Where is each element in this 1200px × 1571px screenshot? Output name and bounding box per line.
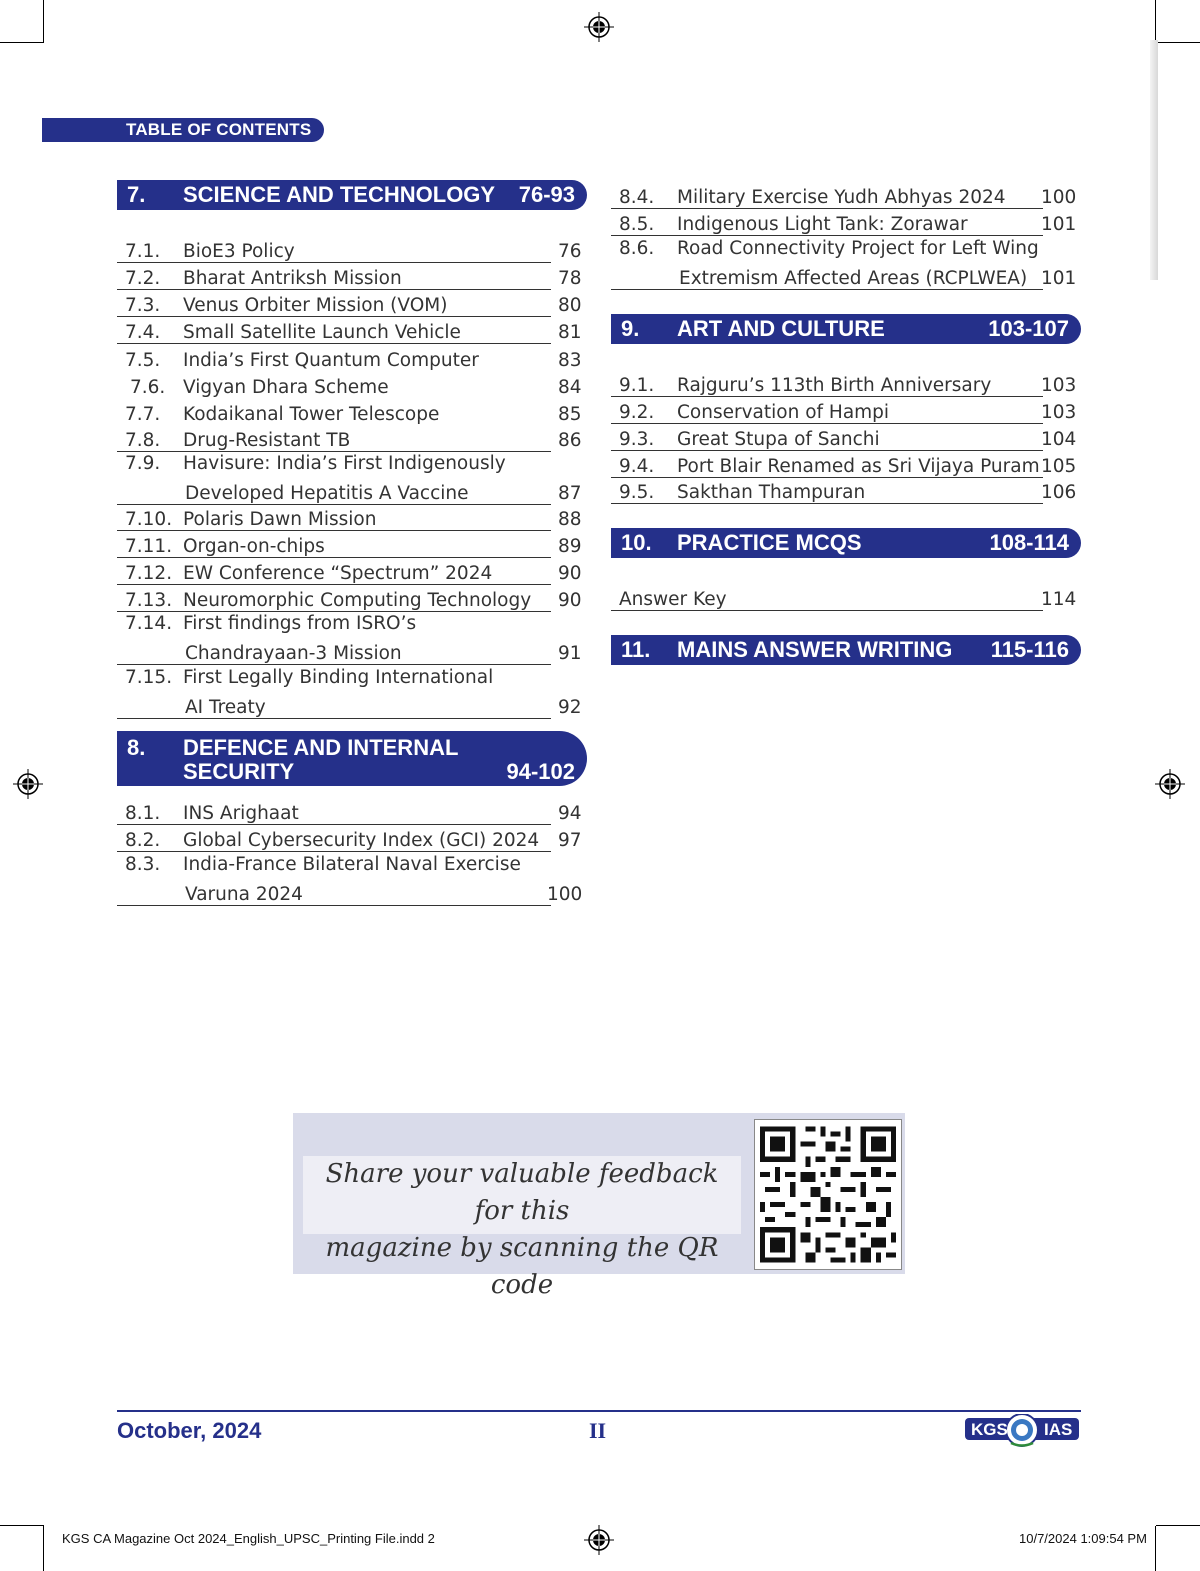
toc-entry[interactable] [117, 344, 582, 371]
entry-title: Venus Orbiter Mission (VOM) [183, 295, 448, 316]
toc-entry[interactable] [117, 398, 582, 425]
entry-title-line2: Varuna 2024 [185, 884, 303, 905]
entry-number: 7.11. [125, 536, 173, 557]
section-header-9[interactable] [611, 314, 1081, 344]
entry-number: 7.10. [125, 509, 173, 530]
entry-number: 7.13. [125, 590, 173, 611]
entry-title: Sakthan Thampuran [677, 482, 866, 503]
entry-page: 100 [547, 884, 583, 905]
entry-number: 9.1. [619, 375, 655, 396]
section-pages: 108-114 [989, 530, 1069, 555]
toc-entry[interactable] [611, 209, 1077, 236]
toc-entry[interactable] [117, 236, 582, 263]
entry-page: 103 [1041, 375, 1077, 396]
toc-entry[interactable] [611, 477, 1077, 504]
crop-mark [1155, 1526, 1156, 1571]
entry-title: Drug-Resistant TB [183, 430, 351, 451]
entry-title: Polaris Dawn Mission [183, 509, 377, 530]
entry-page: 101 [1041, 214, 1077, 235]
entry-page: 90 [558, 563, 582, 584]
section-title: MAINS ANSWER WRITING [677, 637, 953, 662]
entry-page: 105 [1041, 456, 1077, 477]
entry-title-line1: First Legally Binding International [183, 667, 494, 688]
entry-title: Neuromorphic Computing Technology [183, 590, 532, 611]
registration-mark-icon [1155, 769, 1185, 799]
toc-entry[interactable] [117, 531, 582, 558]
entry-number: 9.2. [619, 402, 655, 423]
entry-title-line2: AI Treaty [185, 697, 266, 718]
entry-number: 7.15. [125, 667, 173, 688]
entry-number: 8.5. [619, 214, 655, 235]
section-number: 10. [621, 530, 652, 555]
toc-entry[interactable] [611, 236, 1077, 290]
section-pages: 103-107 [988, 316, 1069, 341]
entry-number: 8.4. [619, 187, 655, 208]
entry-page: 76 [558, 241, 582, 262]
entry-number: 7.3. [125, 295, 161, 316]
entry-page: 100 [1041, 187, 1077, 208]
toc-entry[interactable] [611, 451, 1077, 478]
entry-title: Bharat Antriksh Mission [183, 268, 402, 289]
file-slug: KGS CA Magazine Oct 2024_English_UPSC_Printing File.indd 2 [62, 1531, 435, 1546]
entry-number: 7.8. [125, 430, 161, 451]
issue-date: October, 2024 [117, 1418, 262, 1443]
feedback-line2: magazine by scanning the QR code [325, 1233, 719, 1300]
toc-entry[interactable] [117, 425, 582, 452]
entry-page: 114 [1041, 589, 1077, 610]
section-title-line2: SECURITY [183, 759, 295, 784]
entry-number: 7.7. [125, 404, 161, 425]
section-header-8[interactable] [117, 731, 587, 786]
entry-title: BioE3 Policy [183, 241, 295, 262]
entry-page: 85 [558, 404, 582, 425]
entry-title: India’s First Quantum Computer [183, 350, 479, 371]
section-number: 8. [127, 735, 146, 760]
entry-title-line2: Chandrayaan-3 Mission [185, 643, 402, 664]
page-number: II [589, 1418, 607, 1443]
toc-entry[interactable] [117, 852, 583, 906]
entry-page: 103 [1041, 402, 1077, 423]
crop-mark [1155, 0, 1156, 42]
entry-title: Conservation of Hampi [677, 402, 890, 423]
section-pages: 115-116 [990, 637, 1069, 662]
section-title-line1: DEFENCE AND INTERNAL [183, 735, 459, 760]
entry-page: 84 [558, 377, 582, 398]
entry-title: Kodaikanal Tower Telescope [183, 404, 440, 425]
registration-mark-icon [584, 1525, 614, 1555]
entry-page: 88 [558, 509, 582, 530]
toc-entry[interactable] [117, 558, 582, 585]
crop-mark [43, 0, 44, 42]
entry-number: 8.6. [619, 238, 655, 259]
section-header-11[interactable] [611, 635, 1081, 665]
entry-title: Indigenous Light Tank: Zorawar [677, 214, 968, 235]
entry-number: 8.1. [125, 803, 161, 824]
entry-page: 104 [1041, 429, 1077, 450]
toc-entry[interactable] [117, 451, 582, 505]
toc-header-tab: TABLE OF CONTENTS [42, 118, 324, 142]
entry-page: 83 [558, 350, 582, 371]
toc-entry-answer-key[interactable] [611, 584, 1077, 611]
entry-number: 7.2. [125, 268, 161, 289]
crop-mark [0, 42, 44, 43]
entry-title: EW Conference “Spectrum” 2024 [183, 563, 493, 584]
entry-number: 9.3. [619, 429, 655, 450]
entry-page: 87 [558, 483, 582, 504]
entry-number: 8.3. [125, 854, 161, 875]
entry-number: 7.9. [125, 453, 161, 474]
entry-number: 7.6. [130, 377, 166, 398]
entry-page: 89 [558, 536, 582, 557]
section-pages: 76-93 [518, 182, 575, 207]
qr-code-icon[interactable] [754, 1119, 902, 1270]
crop-mark [43, 1526, 44, 1571]
toc-entry[interactable] [117, 504, 582, 531]
toc-entry[interactable] [117, 798, 582, 825]
entry-page: 97 [558, 830, 582, 851]
entry-page: 106 [1041, 482, 1077, 503]
entry-number: 8.2. [125, 830, 161, 851]
footer-divider [117, 1410, 1081, 1412]
entry-title: Small Satellite Launch Vehicle [183, 322, 461, 343]
feedback-banner [293, 1113, 905, 1300]
entry-title: Military Exercise Yudh Abhyas 2024 [677, 187, 1006, 208]
entry-page: 81 [558, 322, 582, 343]
toc-entry[interactable] [117, 611, 582, 665]
section-title: PRACTICE MCQS [677, 530, 862, 555]
entry-title-line1: Havisure: India’s First Indigenously [183, 453, 506, 474]
entry-title: Global Cybersecurity Index (GCI) 2024 [183, 830, 540, 851]
entry-title: Rajguru’s 113th Birth Anniversary [677, 375, 992, 396]
entry-title-line1: India-France Bilateral Naval Exercise [183, 854, 521, 875]
entry-number: 7.1. [125, 241, 161, 262]
entry-page: 92 [558, 697, 582, 718]
toc-entry[interactable] [117, 585, 582, 612]
logo-kgs-text: KGS [971, 1420, 1008, 1439]
toc-entry[interactable] [611, 424, 1077, 451]
entry-page: 94 [558, 803, 582, 824]
entry-number: 7.4. [125, 322, 161, 343]
section-number: 7. [127, 182, 146, 207]
toc-entry[interactable] [117, 290, 582, 317]
section-number: 9. [621, 316, 640, 341]
entry-number: 7.12. [125, 563, 173, 584]
entry-page: 90 [558, 590, 582, 611]
entry-page: 101 [1041, 268, 1077, 289]
entry-title-line1: Road Connectivity Project for Left Wing [677, 238, 1039, 259]
registration-mark-icon [584, 12, 614, 42]
entry-page: 78 [558, 268, 582, 289]
entry-number: 9.4. [619, 456, 655, 477]
entry-title: Vigyan Dhara Scheme [183, 377, 389, 398]
entry-title: Port Blair Renamed as Sri Vijaya Puram [677, 456, 1040, 477]
entry-page: 80 [558, 295, 582, 316]
entry-title: INS Arighaat [183, 803, 299, 824]
toc-entry[interactable] [611, 182, 1077, 209]
entry-page: 91 [558, 643, 582, 664]
entry-title: Organ-on-chips [183, 536, 325, 557]
crop-mark [1156, 42, 1200, 43]
toc-entry[interactable] [611, 370, 1077, 397]
kgs-ias-logo [964, 1414, 1080, 1448]
print-datetime: 10/7/2024 1:09:54 PM [1019, 1531, 1147, 1546]
registration-mark-icon [13, 769, 43, 799]
section-title: SCIENCE AND TECHNOLOGY [183, 182, 496, 207]
section-number: 11. [621, 637, 651, 662]
feedback-line1: Share your valuable feedback for this [325, 1159, 719, 1226]
entry-title: Answer Key [619, 589, 727, 610]
toc-entry[interactable] [117, 317, 582, 344]
entry-page: 86 [558, 430, 582, 451]
page-edge-shadow [1150, 40, 1158, 280]
toc-entry[interactable] [117, 825, 582, 852]
section-pages: 94-102 [506, 759, 575, 784]
toc-entry[interactable] [117, 263, 582, 290]
entry-title-line2: Extremism Affected Areas (RCPLWEA) [679, 268, 1028, 289]
crop-mark [1156, 1525, 1200, 1526]
feedback-text [303, 1156, 741, 1300]
entry-number: 9.5. [619, 482, 655, 503]
entry-title-line1: First findings from ISRO’s [183, 613, 417, 634]
section-header-7[interactable] [117, 180, 587, 210]
section-title: ART AND CULTURE [677, 316, 885, 341]
section-header-10[interactable] [611, 528, 1081, 558]
toc-entry[interactable] [117, 665, 582, 719]
entry-title: Great Stupa of Sanchi [677, 429, 880, 450]
toc-entry[interactable] [611, 397, 1077, 424]
entry-title-line2: Developed Hepatitis A Vaccine [185, 483, 469, 504]
logo-ias-text: IAS [1044, 1420, 1073, 1439]
toc-entry[interactable] [117, 371, 582, 398]
entry-number: 7.14. [125, 613, 173, 634]
crop-mark [0, 1525, 44, 1526]
entry-number: 7.5. [125, 350, 161, 371]
